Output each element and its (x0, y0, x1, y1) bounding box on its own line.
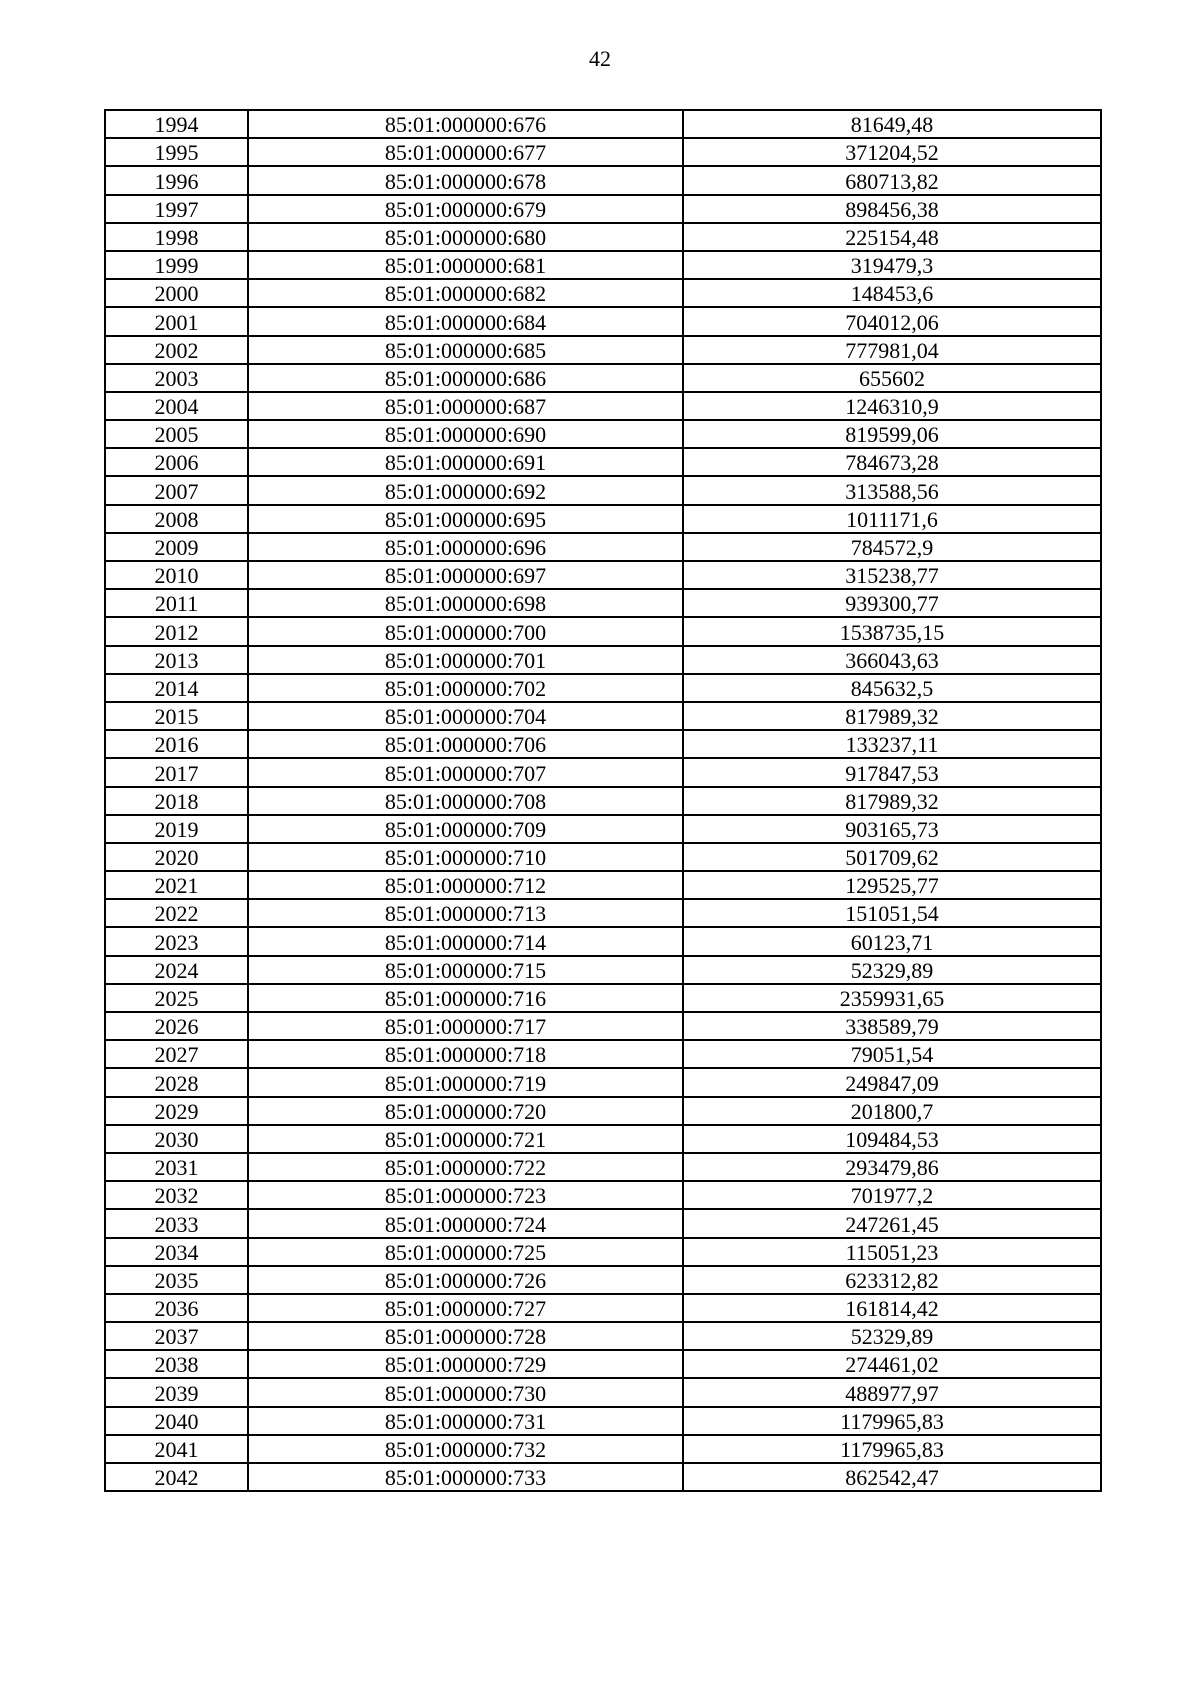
data-table (104, 109, 1102, 1492)
cadastral-number-cell: 85:01:000000:727 (248, 1294, 683, 1322)
cadastral-number-cell: 85:01:000000:715 (248, 956, 683, 984)
value-cell: 148453,6 (683, 279, 1101, 307)
cadastral-number-cell: 85:01:000000:698 (248, 589, 683, 617)
value-cell: 939300,77 (683, 589, 1101, 617)
cadastral-number-cell: 85:01:000000:677 (248, 138, 683, 166)
table-row (105, 476, 1101, 504)
row-number-cell: 2009 (105, 533, 248, 561)
row-number-cell: 2038 (105, 1350, 248, 1378)
value-cell: 81649,48 (683, 110, 1101, 138)
cadastral-number-cell: 85:01:000000:710 (248, 843, 683, 871)
value-cell: 680713,82 (683, 166, 1101, 194)
row-number-cell: 2034 (105, 1238, 248, 1266)
table-row (105, 927, 1101, 955)
row-number-cell: 2015 (105, 702, 248, 730)
table-row (105, 702, 1101, 730)
row-number-cell: 1998 (105, 223, 248, 251)
table-row (105, 1463, 1101, 1491)
cadastral-number-cell: 85:01:000000:697 (248, 561, 683, 589)
value-cell: 488977,97 (683, 1378, 1101, 1406)
value-cell: 225154,48 (683, 223, 1101, 251)
row-number-cell: 2028 (105, 1068, 248, 1096)
row-number-cell: 1996 (105, 166, 248, 194)
table-row (105, 984, 1101, 1012)
table-row (105, 871, 1101, 899)
table-row (105, 336, 1101, 364)
cadastral-number-cell: 85:01:000000:687 (248, 392, 683, 420)
row-number-cell: 2019 (105, 815, 248, 843)
table-row (105, 1153, 1101, 1181)
value-cell: 817989,32 (683, 787, 1101, 815)
cadastral-number-cell: 85:01:000000:685 (248, 336, 683, 364)
cadastral-number-cell: 85:01:000000:732 (248, 1435, 683, 1463)
value-cell: 2359931,65 (683, 984, 1101, 1012)
table-row (105, 1238, 1101, 1266)
row-number-cell: 2005 (105, 420, 248, 448)
value-cell: 52329,89 (683, 1322, 1101, 1350)
row-number-cell: 2037 (105, 1322, 248, 1350)
cadastral-number-cell: 85:01:000000:704 (248, 702, 683, 730)
value-cell: 701977,2 (683, 1181, 1101, 1209)
table-row (105, 223, 1101, 251)
table-row (105, 1350, 1101, 1378)
cadastral-number-cell: 85:01:000000:725 (248, 1238, 683, 1266)
row-number-cell: 2012 (105, 617, 248, 645)
value-cell: 1179965,83 (683, 1435, 1101, 1463)
table-row (105, 956, 1101, 984)
row-number-cell: 2031 (105, 1153, 248, 1181)
row-number-cell: 2029 (105, 1097, 248, 1125)
table-row (105, 843, 1101, 871)
cadastral-number-cell: 85:01:000000:726 (248, 1266, 683, 1294)
cadastral-number-cell: 85:01:000000:724 (248, 1209, 683, 1237)
table-body (105, 110, 1101, 1491)
table-row (105, 1322, 1101, 1350)
table-row (105, 1181, 1101, 1209)
page-number: 42 (589, 46, 611, 71)
value-cell: 247261,45 (683, 1209, 1101, 1237)
row-number-cell: 1994 (105, 110, 248, 138)
row-number-cell: 2008 (105, 505, 248, 533)
value-cell: 1179965,83 (683, 1407, 1101, 1435)
table-row (105, 307, 1101, 335)
table-row (105, 1097, 1101, 1125)
cadastral-number-cell: 85:01:000000:696 (248, 533, 683, 561)
value-cell: 319479,3 (683, 251, 1101, 279)
row-number-cell: 2025 (105, 984, 248, 1012)
cadastral-number-cell: 85:01:000000:701 (248, 646, 683, 674)
value-cell: 274461,02 (683, 1350, 1101, 1378)
table-row (105, 195, 1101, 223)
row-number-cell: 2003 (105, 364, 248, 392)
cadastral-number-cell: 85:01:000000:676 (248, 110, 683, 138)
value-cell: 151051,54 (683, 899, 1101, 927)
value-cell: 133237,11 (683, 730, 1101, 758)
value-cell: 201800,7 (683, 1097, 1101, 1125)
value-cell: 293479,86 (683, 1153, 1101, 1181)
cadastral-number-cell: 85:01:000000:682 (248, 279, 683, 307)
row-number-cell: 2030 (105, 1125, 248, 1153)
row-number-cell: 2027 (105, 1040, 248, 1068)
value-cell: 704012,06 (683, 307, 1101, 335)
value-cell: 845632,5 (683, 674, 1101, 702)
table-row (105, 646, 1101, 674)
table-row (105, 110, 1101, 138)
row-number-cell: 2022 (105, 899, 248, 927)
cadastral-number-cell: 85:01:000000:718 (248, 1040, 683, 1068)
cadastral-number-cell: 85:01:000000:729 (248, 1350, 683, 1378)
cadastral-number-cell: 85:01:000000:714 (248, 927, 683, 955)
table-row (105, 589, 1101, 617)
row-number-cell: 2004 (105, 392, 248, 420)
cadastral-number-cell: 85:01:000000:716 (248, 984, 683, 1012)
row-number-cell: 2041 (105, 1435, 248, 1463)
row-number-cell: 2033 (105, 1209, 248, 1237)
table-row (105, 1068, 1101, 1096)
table-row (105, 815, 1101, 843)
table-row (105, 138, 1101, 166)
table-row (105, 166, 1101, 194)
row-number-cell: 2006 (105, 448, 248, 476)
table-row (105, 448, 1101, 476)
cadastral-number-cell: 85:01:000000:707 (248, 758, 683, 786)
cadastral-number-cell: 85:01:000000:719 (248, 1068, 683, 1096)
row-number-cell: 2016 (105, 730, 248, 758)
table-row (105, 364, 1101, 392)
cadastral-number-cell: 85:01:000000:681 (248, 251, 683, 279)
row-number-cell: 2017 (105, 758, 248, 786)
cadastral-number-cell: 85:01:000000:731 (248, 1407, 683, 1435)
row-number-cell: 2011 (105, 589, 248, 617)
cadastral-number-cell: 85:01:000000:706 (248, 730, 683, 758)
row-number-cell: 2020 (105, 843, 248, 871)
value-cell: 109484,53 (683, 1125, 1101, 1153)
table-row (105, 674, 1101, 702)
value-cell: 249847,09 (683, 1068, 1101, 1096)
table-row (105, 251, 1101, 279)
cadastral-number-cell: 85:01:000000:679 (248, 195, 683, 223)
row-number-cell: 2024 (105, 956, 248, 984)
table-row (105, 1435, 1101, 1463)
table-row (105, 1209, 1101, 1237)
table-row (105, 1407, 1101, 1435)
cadastral-number-cell: 85:01:000000:721 (248, 1125, 683, 1153)
cadastral-number-cell: 85:01:000000:680 (248, 223, 683, 251)
row-number-cell: 2001 (105, 307, 248, 335)
value-cell: 315238,77 (683, 561, 1101, 589)
cadastral-number-cell: 85:01:000000:690 (248, 420, 683, 448)
cadastral-number-cell: 85:01:000000:708 (248, 787, 683, 815)
value-cell: 784673,28 (683, 448, 1101, 476)
row-number-cell: 2042 (105, 1463, 248, 1491)
row-number-cell: 2018 (105, 787, 248, 815)
row-number-cell: 1995 (105, 138, 248, 166)
value-cell: 371204,52 (683, 138, 1101, 166)
table-row (105, 1266, 1101, 1294)
row-number-cell: 1999 (105, 251, 248, 279)
row-number-cell: 2013 (105, 646, 248, 674)
cadastral-number-cell: 85:01:000000:678 (248, 166, 683, 194)
cadastral-number-cell: 85:01:000000:722 (248, 1153, 683, 1181)
value-cell: 623312,82 (683, 1266, 1101, 1294)
cadastral-number-cell: 85:01:000000:709 (248, 815, 683, 843)
cadastral-number-cell: 85:01:000000:692 (248, 476, 683, 504)
value-cell: 313588,56 (683, 476, 1101, 504)
row-number-cell: 2021 (105, 871, 248, 899)
cadastral-number-cell: 85:01:000000:713 (248, 899, 683, 927)
cadastral-number-cell: 85:01:000000:702 (248, 674, 683, 702)
value-cell: 862542,47 (683, 1463, 1101, 1491)
table-row (105, 392, 1101, 420)
value-cell: 777981,04 (683, 336, 1101, 364)
cadastral-number-cell: 85:01:000000:700 (248, 617, 683, 645)
cadastral-number-cell: 85:01:000000:684 (248, 307, 683, 335)
row-number-cell: 2036 (105, 1294, 248, 1322)
value-cell: 161814,42 (683, 1294, 1101, 1322)
table-row (105, 617, 1101, 645)
value-cell: 1011171,6 (683, 505, 1101, 533)
row-number-cell: 2023 (105, 927, 248, 955)
table-row (105, 730, 1101, 758)
table-row (105, 279, 1101, 307)
table-row (105, 1378, 1101, 1406)
cadastral-number-cell: 85:01:000000:686 (248, 364, 683, 392)
value-cell: 1538735,15 (683, 617, 1101, 645)
row-number-cell: 2032 (105, 1181, 248, 1209)
row-number-cell: 1997 (105, 195, 248, 223)
value-cell: 655602 (683, 364, 1101, 392)
table-row (105, 1294, 1101, 1322)
row-number-cell: 2035 (105, 1266, 248, 1294)
table-row (105, 1125, 1101, 1153)
value-cell: 79051,54 (683, 1040, 1101, 1068)
table-row (105, 420, 1101, 448)
table-row (105, 758, 1101, 786)
table-row (105, 561, 1101, 589)
cadastral-number-cell: 85:01:000000:720 (248, 1097, 683, 1125)
row-number-cell: 2040 (105, 1407, 248, 1435)
row-number-cell: 2014 (105, 674, 248, 702)
row-number-cell: 2039 (105, 1378, 248, 1406)
cadastral-number-cell: 85:01:000000:695 (248, 505, 683, 533)
value-cell: 917847,53 (683, 758, 1101, 786)
cadastral-number-cell: 85:01:000000:691 (248, 448, 683, 476)
table-row (105, 899, 1101, 927)
value-cell: 129525,77 (683, 871, 1101, 899)
table-row (105, 1012, 1101, 1040)
row-number-cell: 2002 (105, 336, 248, 364)
cadastral-number-cell: 85:01:000000:733 (248, 1463, 683, 1491)
table-row (105, 533, 1101, 561)
value-cell: 784572,9 (683, 533, 1101, 561)
value-cell: 1246310,9 (683, 392, 1101, 420)
value-cell: 817989,32 (683, 702, 1101, 730)
value-cell: 52329,89 (683, 956, 1101, 984)
value-cell: 898456,38 (683, 195, 1101, 223)
value-cell: 115051,23 (683, 1238, 1101, 1266)
value-cell: 819599,06 (683, 420, 1101, 448)
value-cell: 366043,63 (683, 646, 1101, 674)
value-cell: 338589,79 (683, 1012, 1101, 1040)
cadastral-number-cell: 85:01:000000:728 (248, 1322, 683, 1350)
row-number-cell: 2010 (105, 561, 248, 589)
value-cell: 501709,62 (683, 843, 1101, 871)
cadastral-number-cell: 85:01:000000:712 (248, 871, 683, 899)
value-cell: 903165,73 (683, 815, 1101, 843)
value-cell: 60123,71 (683, 927, 1101, 955)
table-row (105, 505, 1101, 533)
row-number-cell: 2000 (105, 279, 248, 307)
row-number-cell: 2007 (105, 476, 248, 504)
cadastral-number-cell: 85:01:000000:717 (248, 1012, 683, 1040)
cadastral-number-cell: 85:01:000000:723 (248, 1181, 683, 1209)
row-number-cell: 2026 (105, 1012, 248, 1040)
table-row (105, 787, 1101, 815)
cadastral-number-cell: 85:01:000000:730 (248, 1378, 683, 1406)
table-row (105, 1040, 1101, 1068)
